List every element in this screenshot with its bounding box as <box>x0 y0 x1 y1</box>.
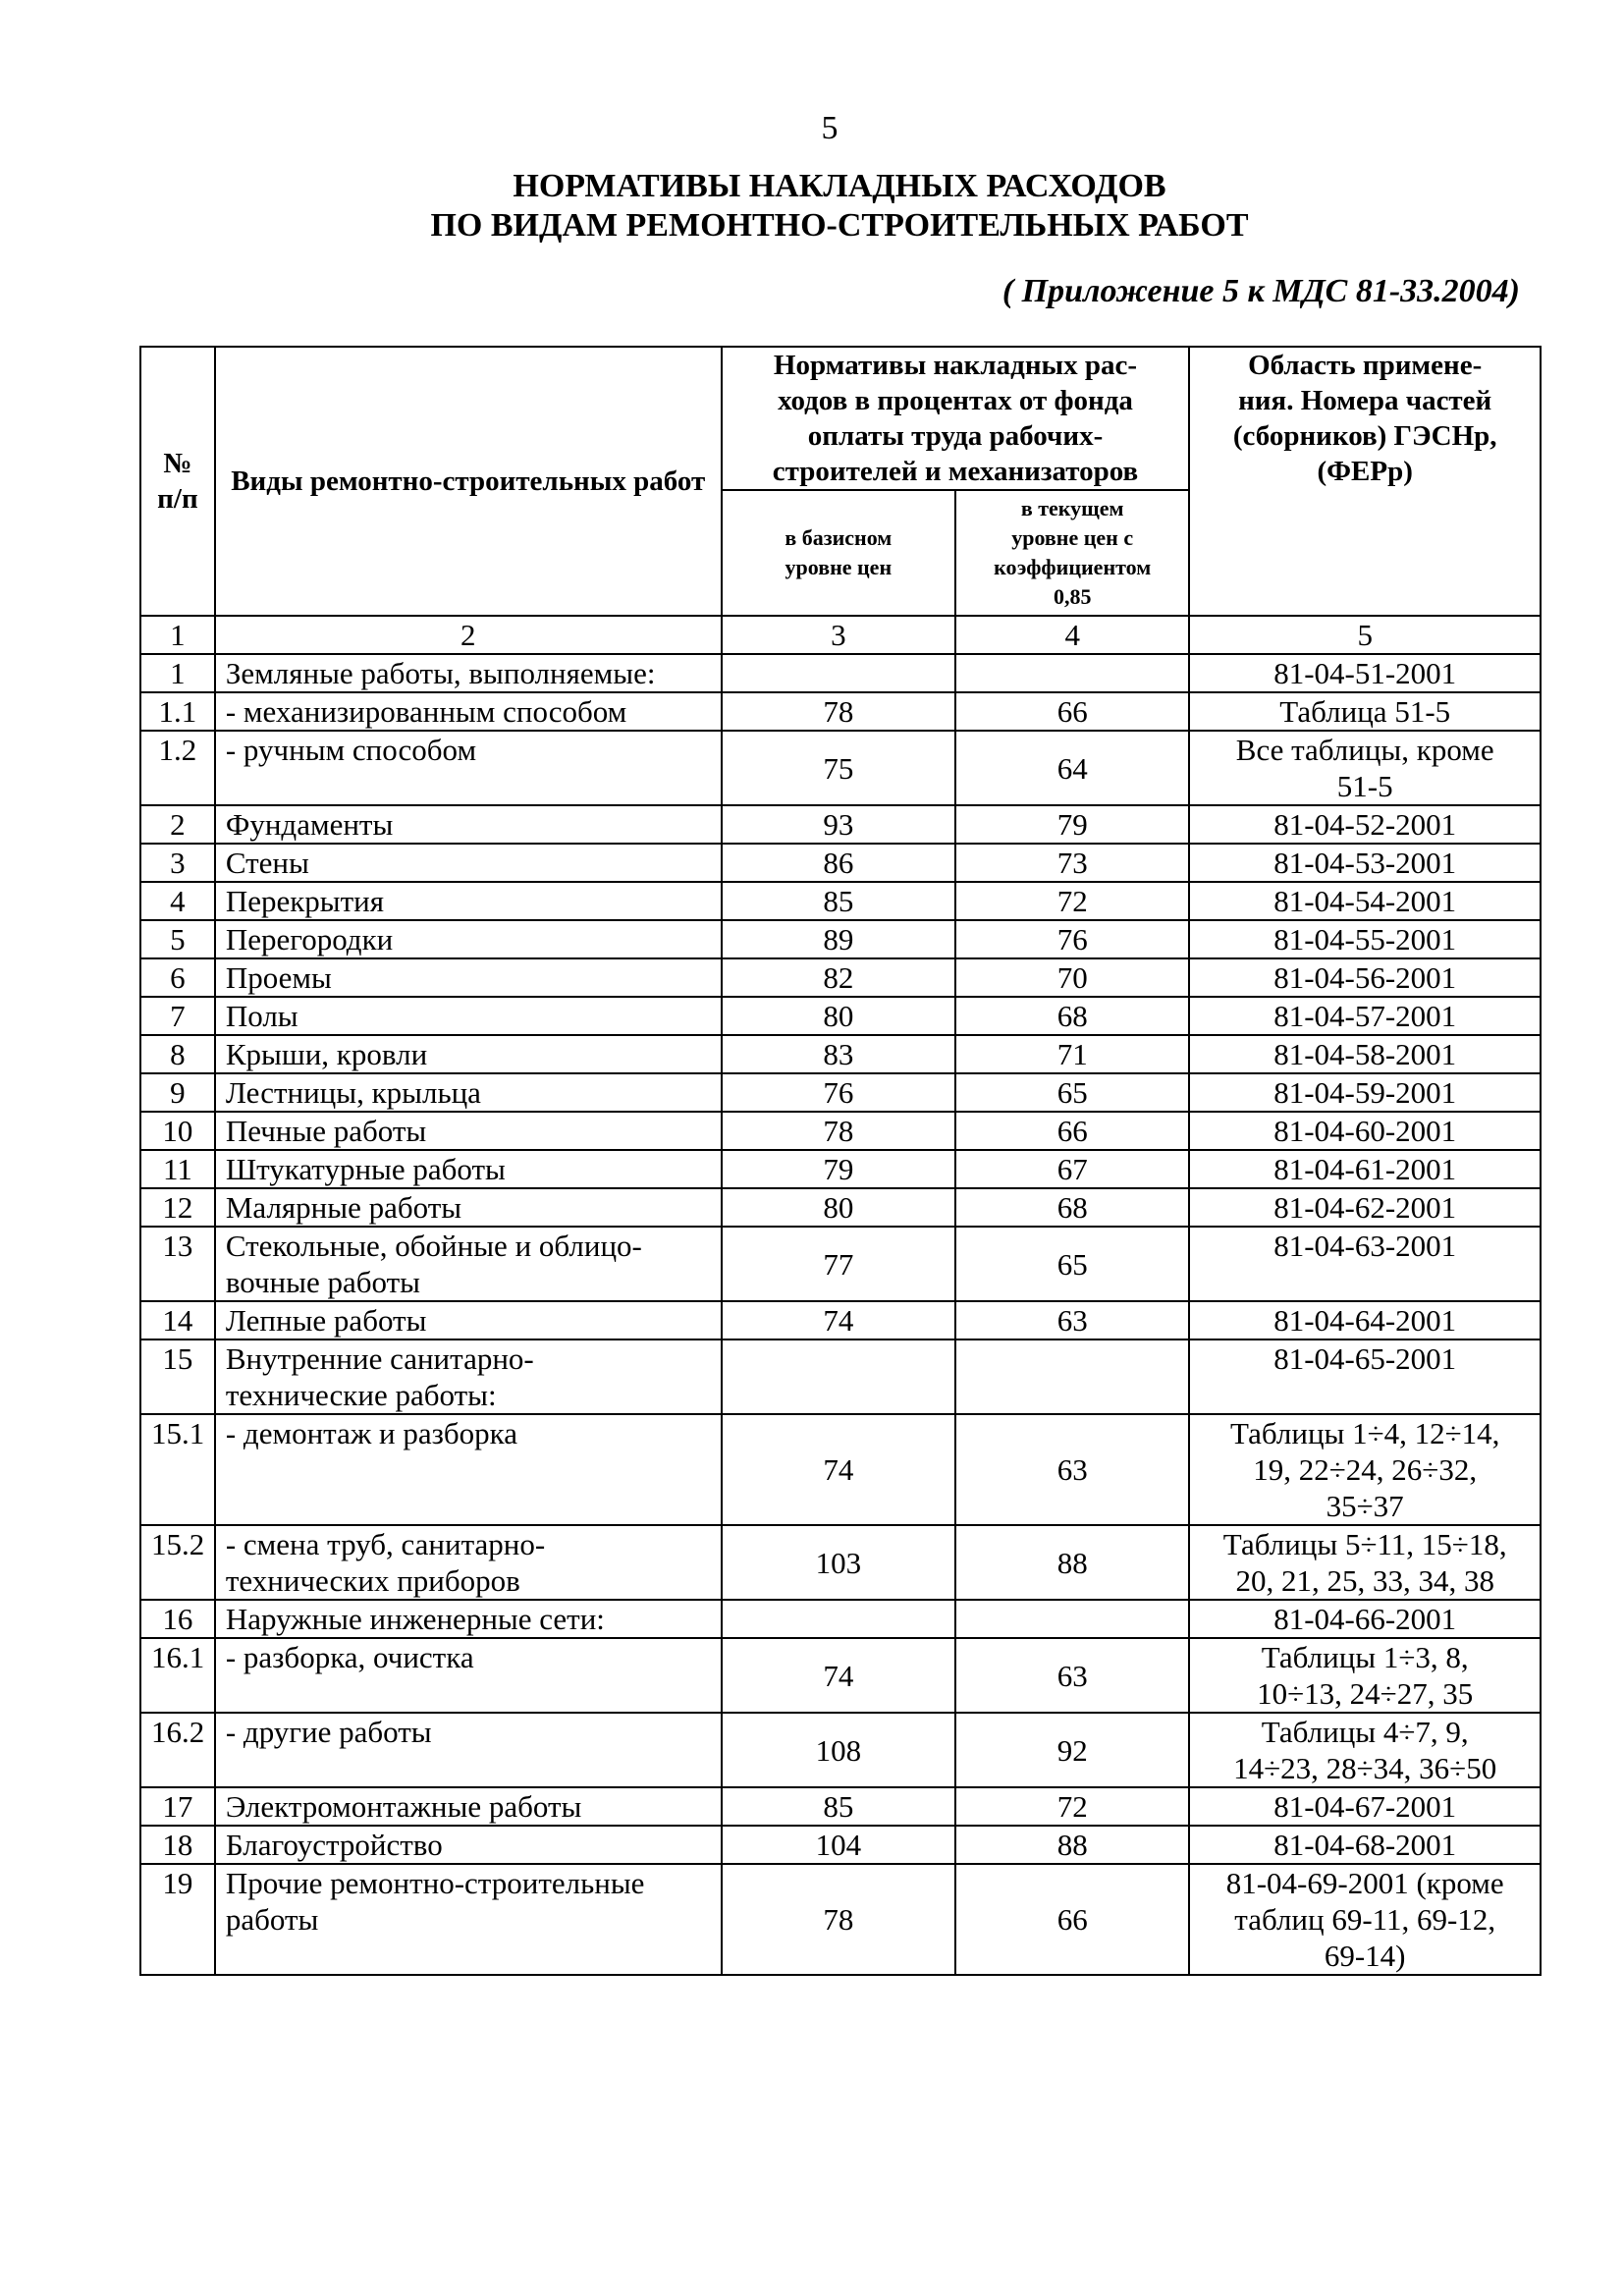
base-price-value: 89 <box>722 920 955 958</box>
base-price-value: 104 <box>722 1826 955 1864</box>
work-type-cell <box>215 1713 722 1787</box>
application-area-line: Таблицы 1÷4, 12÷14, <box>1229 1416 1500 1450</box>
table-row <box>140 920 1541 958</box>
application-area-line: 81-04-68-2001 <box>1273 1828 1457 1862</box>
application-area-line: Таблицы 5÷11, 15÷18, <box>1222 1527 1507 1561</box>
table-row <box>140 1227 1541 1301</box>
table-header-row <box>140 347 1541 490</box>
table-row <box>140 1638 1541 1713</box>
work-type-line: Печные работы <box>225 1114 427 1148</box>
work-type-cell <box>215 1414 722 1525</box>
table-body <box>140 654 1541 1975</box>
work-type-line: Перегородки <box>225 922 394 957</box>
application-area-line: 19, 22÷24, 26÷32, <box>1253 1452 1478 1487</box>
row-number: 12 <box>140 1188 215 1227</box>
row-number: 11 <box>140 1150 215 1188</box>
base-price-value: 74 <box>722 1414 955 1525</box>
row-number: 16.2 <box>140 1713 215 1787</box>
application-area-line: Таблицы 1÷3, 8, <box>1261 1640 1469 1674</box>
row-number: 16 <box>140 1600 215 1638</box>
column-index: 3 <box>722 616 955 654</box>
current-price-value: 92 <box>955 1713 1189 1787</box>
application-area-cell <box>1189 1525 1541 1600</box>
application-area-cell <box>1189 920 1541 958</box>
work-type-line: - разборка, очистка <box>225 1640 474 1674</box>
application-area-line: Таблицы 4÷7, 9, <box>1261 1715 1469 1749</box>
work-type-cell <box>215 1864 722 1975</box>
work-type-line: - механизированным способом <box>225 694 627 729</box>
row-number: 15 <box>140 1339 215 1414</box>
table-row <box>140 958 1541 997</box>
application-area-line: 81-04-52-2001 <box>1273 807 1457 842</box>
application-area-cell <box>1189 958 1541 997</box>
application-area-line: 69-14) <box>1324 1939 1406 1973</box>
base-price-value: 93 <box>722 805 955 844</box>
current-price-value: 63 <box>955 1301 1189 1339</box>
application-area-cell <box>1189 654 1541 692</box>
work-type-line: Наружные инженерные сети: <box>225 1602 605 1636</box>
current-price-value <box>955 654 1189 692</box>
work-type-line: Крыши, кровли <box>225 1037 428 1071</box>
work-type-line: Малярные работы <box>225 1190 462 1225</box>
work-type-cell <box>215 997 722 1035</box>
current-price-value: 88 <box>955 1525 1189 1600</box>
work-type-line: Прочие ремонтно-строительные <box>225 1866 645 1900</box>
work-type-line: - другие работы <box>225 1715 432 1749</box>
application-area-line: 81-04-53-2001 <box>1273 846 1457 880</box>
work-type-cell <box>215 1787 722 1826</box>
row-number: 9 <box>140 1073 215 1112</box>
work-type-cell <box>215 1112 722 1150</box>
current-price-value: 67 <box>955 1150 1189 1188</box>
column-index-row <box>140 616 1541 654</box>
work-type-cell <box>215 1035 722 1073</box>
row-number: 17 <box>140 1787 215 1826</box>
application-area-cell <box>1189 1638 1541 1713</box>
application-area-line: 81-04-61-2001 <box>1273 1152 1457 1186</box>
header-base-price: в базисном уровне цен <box>722 490 955 616</box>
current-price-value <box>955 1339 1189 1414</box>
table-row <box>140 1035 1541 1073</box>
base-price-value: 80 <box>722 1188 955 1227</box>
row-number: 16.1 <box>140 1638 215 1713</box>
row-number: 3 <box>140 844 215 882</box>
application-area-cell <box>1189 1301 1541 1339</box>
work-type-line: Стекольные, обойные и облицо- <box>225 1229 642 1263</box>
work-type-cell <box>215 844 722 882</box>
application-area-line: 81-04-58-2001 <box>1273 1037 1457 1071</box>
application-area-line: 81-04-54-2001 <box>1273 884 1457 918</box>
current-price-value: 73 <box>955 844 1189 882</box>
base-price-value: 103 <box>722 1525 955 1600</box>
application-area-line: 81-04-64-2001 <box>1273 1303 1457 1338</box>
row-number: 8 <box>140 1035 215 1073</box>
current-price-value: 72 <box>955 1787 1189 1826</box>
work-type-cell <box>215 805 722 844</box>
application-area-cell <box>1189 882 1541 920</box>
work-type-line: Лепные работы <box>225 1303 427 1338</box>
application-area-cell <box>1189 1112 1541 1150</box>
table-row <box>140 882 1541 920</box>
table-row <box>140 805 1541 844</box>
work-type-line: технические работы: <box>225 1378 497 1412</box>
table-row <box>140 1301 1541 1339</box>
application-area-line: 20, 21, 25, 33, 34, 38 <box>1235 1563 1494 1598</box>
row-number: 1.2 <box>140 731 215 805</box>
application-area-line: 81-04-59-2001 <box>1273 1075 1457 1110</box>
table-row <box>140 1112 1541 1150</box>
application-area-cell <box>1189 1713 1541 1787</box>
page-number: 5 <box>821 110 839 146</box>
application-area-cell <box>1189 1339 1541 1414</box>
application-area-line: 81-04-51-2001 <box>1273 656 1457 690</box>
table-row <box>140 654 1541 692</box>
work-type-cell <box>215 1301 722 1339</box>
column-index: 5 <box>1189 616 1541 654</box>
work-type-line: - демонтаж и разборка <box>225 1416 517 1450</box>
table-row <box>140 1600 1541 1638</box>
current-price-value: 79 <box>955 805 1189 844</box>
base-price-value: 86 <box>722 844 955 882</box>
application-area-cell <box>1189 1826 1541 1864</box>
application-area-cell <box>1189 1073 1541 1112</box>
document-title <box>0 167 1624 246</box>
application-area-line: 81-04-69-2001 (кроме <box>1225 1866 1504 1900</box>
application-area-line: 10÷13, 24÷27, 35 <box>1257 1676 1474 1711</box>
work-type-line: вочные работы <box>225 1265 420 1299</box>
base-price-value: 74 <box>722 1301 955 1339</box>
work-type-line: Фундаменты <box>225 807 394 842</box>
base-price-value: 76 <box>722 1073 955 1112</box>
table-row <box>140 1150 1541 1188</box>
application-area-line: Таблица 51-5 <box>1279 694 1451 729</box>
work-type-line: Благоустройство <box>225 1828 443 1862</box>
base-price-value: 80 <box>722 997 955 1035</box>
application-area-cell <box>1189 1787 1541 1826</box>
base-price-value <box>722 1339 955 1414</box>
header-current-price: в текущем уровне цен с коэффициентом 0,85 <box>955 490 1189 616</box>
application-area-line: 81-04-56-2001 <box>1273 960 1457 995</box>
work-type-cell <box>215 1600 722 1638</box>
header-norms: Нормативы накладных рас- ходов в процентах от фонда оплаты труда рабочих- строителей и механизаторов <box>722 347 1190 490</box>
application-area-cell <box>1189 1150 1541 1188</box>
base-price-value <box>722 1600 955 1638</box>
application-area-line: 81-04-57-2001 <box>1273 999 1457 1033</box>
table-row <box>140 844 1541 882</box>
table-row <box>140 1339 1541 1414</box>
row-number: 13 <box>140 1227 215 1301</box>
base-price-value: 78 <box>722 1864 955 1975</box>
table-row <box>140 1414 1541 1525</box>
base-price-value: 83 <box>722 1035 955 1073</box>
row-number: 1 <box>140 654 215 692</box>
table-row <box>140 1073 1541 1112</box>
row-number: 10 <box>140 1112 215 1150</box>
application-area-cell <box>1189 1864 1541 1975</box>
work-type-line: Стены <box>225 846 309 880</box>
application-area-line: 14÷23, 28÷34, 36÷50 <box>1233 1751 1497 1785</box>
overhead-norms-table <box>139 346 1542 1976</box>
work-type-cell <box>215 692 722 731</box>
title-line-2: ПО ВИДАМ РЕМОНТНО-СТРОИТЕЛЬНЫХ РАБОТ <box>430 207 1249 244</box>
header-number: № п/п <box>140 347 215 616</box>
application-area-line: 81-04-65-2001 <box>1273 1341 1457 1376</box>
application-area-line: 35÷37 <box>1326 1489 1404 1523</box>
application-area-line: 81-04-66-2001 <box>1273 1602 1457 1636</box>
work-type-cell <box>215 1227 722 1301</box>
row-number: 15.1 <box>140 1414 215 1525</box>
work-type-line: работы <box>225 1902 319 1937</box>
table-row <box>140 1525 1541 1600</box>
application-area-line: 81-04-62-2001 <box>1273 1190 1457 1225</box>
work-type-cell <box>215 1073 722 1112</box>
work-type-line: Внутренние санитарно- <box>225 1341 534 1376</box>
table-row <box>140 1826 1541 1864</box>
current-price-value: 68 <box>955 1188 1189 1227</box>
work-type-cell <box>215 1339 722 1414</box>
work-type-line: Электромонтажные работы <box>225 1789 582 1824</box>
application-area-cell <box>1189 844 1541 882</box>
base-price-value: 78 <box>722 1112 955 1150</box>
row-number: 5 <box>140 920 215 958</box>
work-type-cell <box>215 1826 722 1864</box>
base-price-value: 77 <box>722 1227 955 1301</box>
application-area-cell <box>1189 1227 1541 1301</box>
work-type-line: - смена труб, санитарно- <box>225 1527 546 1561</box>
base-price-value: 74 <box>722 1638 955 1713</box>
current-price-value: 68 <box>955 997 1189 1035</box>
work-type-cell <box>215 1638 722 1713</box>
current-price-value: 72 <box>955 882 1189 920</box>
application-area-line: 81-04-60-2001 <box>1273 1114 1457 1148</box>
work-type-line: Лестницы, крыльца <box>225 1075 481 1110</box>
current-price-value: 63 <box>955 1638 1189 1713</box>
table-row <box>140 1787 1541 1826</box>
application-area-line: Все таблицы, кроме <box>1235 733 1494 767</box>
application-area-cell <box>1189 1188 1541 1227</box>
row-number: 7 <box>140 997 215 1035</box>
current-price-value: 65 <box>955 1073 1189 1112</box>
current-price-value: 71 <box>955 1035 1189 1073</box>
work-type-line: Перекрытия <box>225 884 385 918</box>
appendix-reference: ( Приложение 5 к МДС 81-33.2004) <box>1001 273 1520 309</box>
work-type-line: - ручным способом <box>225 733 477 767</box>
application-area-line: 81-04-67-2001 <box>1273 1789 1457 1824</box>
table-row <box>140 1864 1541 1975</box>
work-type-line: Проемы <box>225 960 332 995</box>
application-area-cell <box>1189 1035 1541 1073</box>
work-type-line: Земляные работы, выполняемые: <box>225 656 656 690</box>
application-area-line: 51-5 <box>1336 769 1393 803</box>
table-row <box>140 731 1541 805</box>
title-line-1: НОРМАТИВЫ НАКЛАДНЫХ РАСХОДОВ <box>513 168 1166 204</box>
row-number: 14 <box>140 1301 215 1339</box>
work-type-cell <box>215 882 722 920</box>
current-price-value: 88 <box>955 1826 1189 1864</box>
current-price-value: 76 <box>955 920 1189 958</box>
work-type-cell <box>215 654 722 692</box>
row-number: 18 <box>140 1826 215 1864</box>
work-type-line: Штукатурные работы <box>225 1152 506 1186</box>
current-price-value: 66 <box>955 1864 1189 1975</box>
current-price-value: 65 <box>955 1227 1189 1301</box>
table-row <box>140 1188 1541 1227</box>
base-price-value: 78 <box>722 692 955 731</box>
base-price-value <box>722 654 955 692</box>
application-area-cell <box>1189 805 1541 844</box>
header-application-area: Область примене- ния. Номера частей (сборников) ГЭСНр, (ФЕРр) <box>1189 347 1541 616</box>
work-type-line: технических приборов <box>225 1563 520 1598</box>
current-price-value: 66 <box>955 692 1189 731</box>
column-index: 2 <box>215 616 722 654</box>
table-row <box>140 692 1541 731</box>
base-price-value: 85 <box>722 882 955 920</box>
application-area-cell <box>1189 997 1541 1035</box>
row-number: 15.2 <box>140 1525 215 1600</box>
header-work-type: Виды ремонтно-строительных работ <box>215 347 722 616</box>
work-type-cell <box>215 1188 722 1227</box>
row-number: 1.1 <box>140 692 215 731</box>
base-price-value: 85 <box>722 1787 955 1826</box>
current-price-value: 63 <box>955 1414 1189 1525</box>
application-area-cell <box>1189 1414 1541 1525</box>
application-area-line: 81-04-55-2001 <box>1273 922 1457 957</box>
base-price-value: 75 <box>722 731 955 805</box>
column-index: 1 <box>140 616 215 654</box>
application-area-cell <box>1189 1600 1541 1638</box>
base-price-value: 108 <box>722 1713 955 1787</box>
column-index: 4 <box>955 616 1189 654</box>
current-price-value: 70 <box>955 958 1189 997</box>
current-price-value: 64 <box>955 731 1189 805</box>
application-area-cell <box>1189 692 1541 731</box>
application-area-line: таблиц 69-11, 69-12, <box>1234 1902 1496 1937</box>
work-type-line: Полы <box>225 999 298 1033</box>
current-price-value <box>955 1600 1189 1638</box>
row-number: 2 <box>140 805 215 844</box>
base-price-value: 79 <box>722 1150 955 1188</box>
row-number: 19 <box>140 1864 215 1975</box>
row-number: 4 <box>140 882 215 920</box>
table-row <box>140 1713 1541 1787</box>
work-type-cell <box>215 1150 722 1188</box>
table-row <box>140 997 1541 1035</box>
work-type-cell <box>215 958 722 997</box>
work-type-cell <box>215 731 722 805</box>
row-number: 6 <box>140 958 215 997</box>
application-area-line: 81-04-63-2001 <box>1273 1229 1457 1263</box>
base-price-value: 82 <box>722 958 955 997</box>
work-type-cell <box>215 1525 722 1600</box>
current-price-value: 66 <box>955 1112 1189 1150</box>
application-area-cell <box>1189 731 1541 805</box>
work-type-cell <box>215 920 722 958</box>
